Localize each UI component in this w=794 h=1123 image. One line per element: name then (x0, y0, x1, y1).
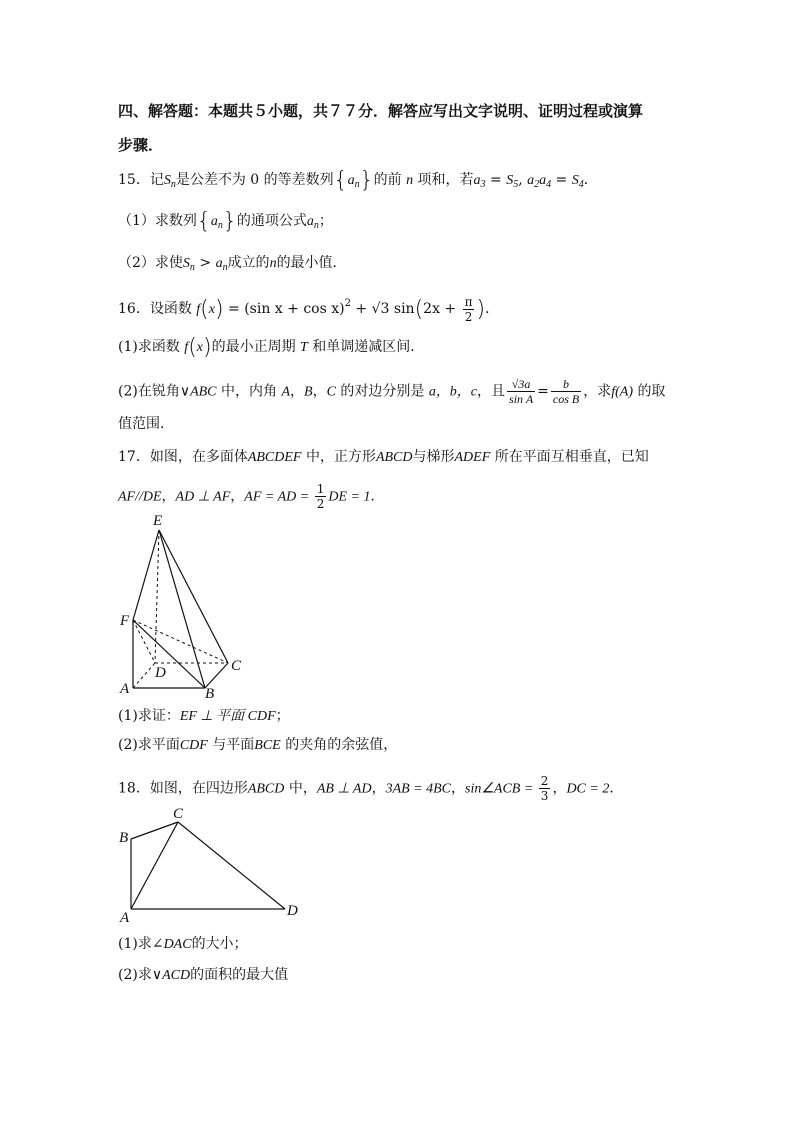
q16-part2-cont: 值范围． (118, 416, 174, 432)
edge-AC (131, 822, 178, 909)
edge-BC (205, 663, 228, 688)
label-B: B (119, 830, 129, 846)
q16-part2: (2)在锐角∨ABC 中，内角 A，B，C 的对边分别是 a，b，c，且 $\frac{√3a}{\text{sin A}}$ = $\frac{b}{\text{cos B}}$ ，求f(A) 的取 (118, 377, 666, 406)
edge-FD-hidden (133, 620, 155, 663)
q18-stem: 18．如图，在四边形ABCD 中，AB ⊥ AD，3AB = 4BC，sin∠ACB = $\frac{2}{3}$ ，DC = 2． (118, 774, 624, 803)
edge-EB (159, 530, 205, 688)
section-title-line1: 四、解答题：本题共５小题，共７７分．解答应写出文字说明、证明过程或演算 (118, 102, 644, 120)
q15-stem: 15．记$S_n$是公差不为 0 的等差数列$\{a_n\}$的前 n 项和，若$a_3 = S_5$, $a_2a_4 = S_4$． (118, 168, 598, 193)
edge-EF (133, 530, 159, 620)
q17-conditions: AF//DE，AD ⊥ AF，AF = AD = $\frac{1}{2}$ DE = 1． (118, 482, 385, 511)
q18-part1: (1)求∠DAC的大小； (118, 936, 248, 952)
q17-part1: (1)求证：EF ⊥ 平面 CDF； (118, 708, 290, 724)
label-D: D (287, 903, 298, 919)
q17-polyhedron-figure (115, 510, 255, 700)
q15-part2: （2）求使$S_n > a_n$成立的n的最小值． (118, 255, 347, 273)
edge-AD-hidden (133, 663, 155, 688)
edge-FC-hidden (133, 620, 228, 663)
label-B: B (205, 686, 215, 700)
edge-BC (131, 822, 178, 839)
label-A: A (120, 910, 130, 926)
q15-part1: （1）求数列$\{a_n\}$的通项公式$a_n$； (118, 209, 333, 234)
label-A: A (120, 681, 130, 697)
q18-quadrilateral-figure (115, 802, 315, 927)
label-C: C (231, 658, 242, 674)
edge-FB (133, 620, 205, 688)
q17-part2: (2)求平面CDF 与平面BCE 的夹角的余弦值， (118, 737, 398, 753)
q16-part1: (1)求函数 f(x)的最小正周期 T 和单调递减区间． (118, 335, 425, 360)
q16-stem: 16．设函数 f(x) = (sin x + cos x)$^2$ + √3 sin(2x + $\frac{\pi}{2}$ )． (118, 294, 500, 324)
q17-stem: 17．如图，在多面体ABCDEF 中，正方形ABCD与梯形ADEF 所在平面互相垂直，已知 (118, 449, 649, 465)
section-title-line2: 步骤． (118, 136, 164, 154)
edge-CD (178, 822, 285, 909)
edge-EC (159, 530, 228, 663)
q18-part2: (2)求∨ACD的面积的最大值 (118, 967, 289, 983)
label-E: E (153, 513, 163, 529)
label-F: F (120, 613, 130, 629)
label-D: D (155, 665, 166, 681)
label-C: C (173, 806, 184, 822)
